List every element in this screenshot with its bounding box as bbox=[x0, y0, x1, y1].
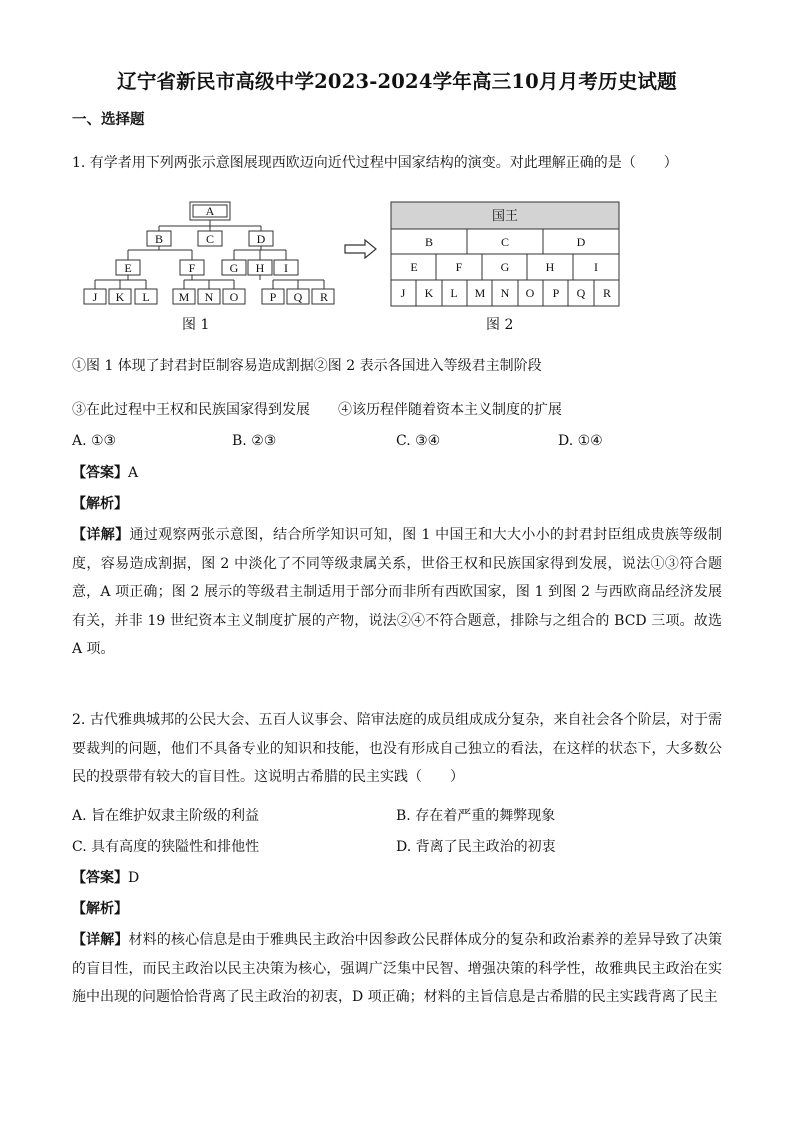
fig2-cell: D bbox=[576, 235, 586, 249]
fig2-header: 国王 bbox=[491, 208, 519, 223]
analysis-label: 【解析】 bbox=[72, 496, 128, 512]
fig1-node: K bbox=[115, 290, 125, 304]
question-2-option-d: D. 背离了民主政治的初衷 bbox=[396, 839, 556, 855]
fig1-node: E bbox=[124, 261, 132, 275]
fig1-node: O bbox=[229, 290, 239, 304]
question-1-stem: 1. 有学者用下列两张示意图展现西欧迈向近代过程中国家结构的演变。对此理解正确的是（ ） bbox=[72, 155, 678, 171]
question-2-option-c: C. 具有高度的狭隘性和排他性 bbox=[72, 839, 260, 855]
question-2-stem: 2. 古代雅典城邦的公民大会、五百人议事会、陪审法庭的成员组成成分复杂，来自社会各个阶层，对于需要裁判的问题，他们不具备专业的知识和技能，也没有形成自己独立的看法，在这样的状态下，大多数公民的投票带有较大的盲目性。这说明古希腊的民主实践（ ） bbox=[72, 712, 722, 785]
fig1-node-a: A bbox=[205, 204, 215, 218]
question-1-option-d: D. ①④ bbox=[558, 433, 603, 449]
fig1-node: P bbox=[269, 290, 277, 304]
fig2-cell: G bbox=[500, 260, 510, 274]
answer-value: D bbox=[128, 870, 140, 886]
fig2-cell: K bbox=[424, 286, 434, 300]
fig2-cell: C bbox=[500, 235, 510, 249]
fig1-node: R bbox=[319, 290, 329, 304]
question-2-analysis-label bbox=[72, 900, 128, 918]
fig2-cell: O bbox=[525, 286, 535, 300]
question-2-detail bbox=[72, 926, 722, 1012]
question-2-option-b: B. 存在着严重的舞弊现象 bbox=[396, 808, 556, 824]
detail-label: 【详解】 bbox=[72, 932, 129, 948]
question-1-statement-2: ③在此过程中王权和民族国家得到发展 ④该历程伴随着资本主义制度的扩展 bbox=[72, 402, 562, 418]
fig2-cell: M bbox=[474, 286, 486, 300]
question-1-option-b: B. ②③ bbox=[232, 433, 277, 449]
fig1-node: D bbox=[256, 232, 266, 246]
fig2-cell: J bbox=[400, 286, 406, 300]
question-1-option-c: C. ③④ bbox=[396, 433, 441, 449]
question-1-option-a: A. ①③ bbox=[72, 433, 117, 449]
figure-1-caption: 图 1 bbox=[182, 317, 210, 333]
right-arrow-icon bbox=[343, 238, 379, 260]
fig2-cell: E bbox=[410, 260, 418, 274]
answer-label: 【答案】 bbox=[72, 870, 128, 886]
fig2-cell: L bbox=[450, 286, 458, 300]
question-1-answer bbox=[72, 464, 138, 482]
question-1-statement-1: ①图 1 体现了封君封臣制容易造成割据②图 2 表示各国进入等级君主制阶段 bbox=[72, 358, 542, 374]
fig1-node: I bbox=[284, 261, 288, 275]
detail-text: 通过观察两张示意图，结合所学知识可知，图 1 中国王和大大小小的封君封臣组成贵族等级制度，容易造成割据，图 2 中淡化了不同等级隶属关系，世俗王权和民族国家得到发展，说法①③符合题意，A 项正确；图 2 展示的等级君主制适用于部分而非所有西欧国家，图 1 到图 2 与西欧商品经济发展有关，并非 19 世纪资本主义制度扩展的产物，说法②④不符合题意，排除与之组合的 BCD 三项。故选 A 项。 bbox=[72, 527, 723, 657]
fig1-node: B bbox=[154, 232, 164, 246]
figure-2-table bbox=[390, 200, 622, 308]
fig2-cell: P bbox=[552, 286, 560, 300]
question-2-option-a: A. 旨在维护奴隶主阶级的利益 bbox=[72, 808, 260, 824]
answer-value: A bbox=[128, 465, 139, 481]
fig1-node: G bbox=[229, 261, 239, 275]
section-heading: 一、选择题 bbox=[72, 111, 145, 128]
fig1-node: Q bbox=[293, 290, 303, 304]
question-1-detail bbox=[72, 521, 722, 664]
fig1-node: C bbox=[205, 232, 215, 246]
document-title: 辽宁省新民市高级中学2023-2024学年高三10月月考历史试题 bbox=[117, 70, 677, 93]
fig2-cell: R bbox=[602, 286, 612, 300]
figure-2-caption: 图 2 bbox=[486, 317, 514, 333]
question-2-answer bbox=[72, 869, 139, 887]
figure-1-hierarchy bbox=[80, 198, 340, 310]
fig1-node: H bbox=[255, 261, 265, 275]
fig2-cell: Q bbox=[576, 286, 586, 300]
fig1-node: N bbox=[204, 290, 214, 304]
answer-label: 【答案】 bbox=[72, 465, 128, 481]
detail-text: 材料的核心信息是由于雅典民主政治中因参政公民群体成分的复杂和政治素养的差异导致了决策的盲目性，而民主政治以民主决策为核心，强调广泛集中民智、增强决策的科学性，故雅典民主政治在实施中出现的问题恰恰背离了民主政治的初衷，D 项正确；材料的主旨信息是古希腊的民主实践背离了民主 bbox=[72, 932, 723, 1005]
fig2-cell: I bbox=[594, 260, 598, 274]
fig1-node: J bbox=[92, 290, 98, 304]
fig1-node: M bbox=[178, 290, 190, 304]
fig2-cell: N bbox=[500, 286, 510, 300]
fig2-cell: H bbox=[545, 260, 555, 274]
fig1-node: L bbox=[142, 290, 150, 304]
fig1-node: F bbox=[188, 261, 196, 275]
analysis-label: 【解析】 bbox=[72, 901, 128, 917]
question-1-analysis-label bbox=[72, 495, 128, 513]
detail-label: 【详解】 bbox=[72, 527, 130, 543]
fig2-cell: F bbox=[455, 260, 463, 274]
fig2-cell: B bbox=[424, 235, 434, 249]
